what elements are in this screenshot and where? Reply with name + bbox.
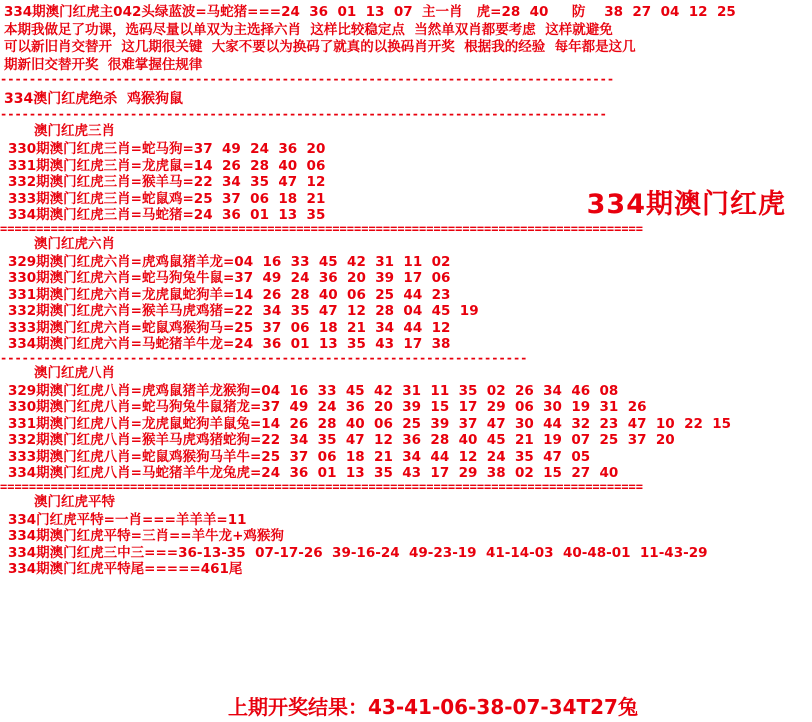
table-row: 332期澳门红虎三肖=猴羊马=22 34 35 47 12 <box>8 174 326 190</box>
watermark-title: 334期澳门红虎 <box>586 189 786 220</box>
section-sanxiao-head: 澳门红虎三肖 <box>34 123 115 139</box>
last-result <box>228 691 638 720</box>
table-row: 330期澳门红虎三肖=蛇马狗=37 49 24 36 20 <box>8 141 326 157</box>
section-liuxiao <box>0 235 812 353</box>
intro-line-2: 本期我做足了功课，选码尽量以单双为主选择六肖 这样比较稳定点 当然单双肖都要考虑 这样就避免 <box>4 21 613 38</box>
table-row: 333期澳门红虎六肖=蛇鼠鸡猴狗马=25 37 06 18 21 34 44 12 <box>8 319 451 336</box>
intro-line-3: 可以新旧肖交替开 这几期很关键 大家不要以为换码了就真的以换码肖开奖 根据我的经验 每年都是这几 <box>4 39 636 55</box>
section-pingte <box>0 493 812 578</box>
divider-5: ========================================================================================= <box>0 481 643 493</box>
table-row: 333期澳门红虎三肖=蛇鼠鸡=25 37 06 18 21 <box>8 190 326 207</box>
table-row: 334期澳门红虎三肖=马蛇猪=24 36 01 13 35 <box>8 207 326 223</box>
section-liuxiao-head: 澳门红虎六肖 <box>34 235 115 252</box>
table-row: 331期澳门红虎六肖=龙虎鼠蛇狗羊=14 26 28 40 06 25 44 23 <box>8 286 451 303</box>
table-row: 331期澳门红虎三肖=龙虎鼠=14 26 28 40 06 <box>8 157 326 174</box>
table-row: 334期澳门红虎平特尾=====461尾 <box>8 561 243 577</box>
section-pingte-head: 澳门红虎平特 <box>34 493 115 510</box>
table-row: 334期澳门红虎八肖=马蛇猪羊牛龙兔虎=24 36 01 13 35 43 17 29 38 02 15 27 40 <box>8 465 619 481</box>
section-baxiao-rows <box>4 383 812 482</box>
intro-line-4: 期新旧交替开奖 很难掌握住规律 <box>4 56 203 73</box>
table-row: 330期澳门红虎八肖=蛇马狗兔牛鼠猪龙=37 49 24 36 20 39 15 17 29 06 30 19 31 26 <box>8 399 647 415</box>
table-row: 329期澳门红虎六肖=虎鸡鼠猪羊龙=04 16 33 45 42 31 11 02 <box>8 253 451 270</box>
table-row: 334期澳门红虎三中三===36-13-35 07-17-26 39-16-24 49-23-19 41-14-03 40-48-01 11-43-29 <box>8 544 708 561</box>
table-row: 331期澳门红虎八肖=龙虎鼠蛇狗羊鼠兔=14 26 28 40 06 25 39 37 47 30 44 32 23 47 10 22 15 <box>8 415 732 432</box>
last-result-label: 上期开奖结果： <box>228 695 368 719</box>
table-row: 334门红虎平特=一肖===羊羊羊=11 <box>8 511 247 528</box>
divider-4: ------------------------------------------------------------------------- <box>0 352 528 364</box>
table-row: 332期澳门红虎八肖=猴羊马虎鸡猪蛇狗=22 34 35 47 12 36 28 40 45 21 19 07 25 37 20 <box>8 432 675 448</box>
table-row: 333期澳门红虎八肖=蛇鼠鸡猴狗马羊牛=25 37 06 18 21 34 44 12 24 35 47 05 <box>8 448 591 465</box>
section-liuxiao-rows <box>4 254 812 353</box>
table-row: 334期澳门红虎六肖=马蛇猪羊牛龙=24 36 01 13 35 43 17 38 <box>8 336 451 352</box>
table-row: 329期澳门红虎八肖=虎鸡鼠猪羊龙猴狗=04 16 33 45 42 31 11 35 02 26 34 46 08 <box>8 382 619 399</box>
section-baxiao <box>0 364 812 482</box>
table-row: 332期澳门红虎六肖=猴羊马虎鸡猪=22 34 35 47 12 28 04 45 19 <box>8 303 479 319</box>
kill-section-title: 334澳门红虎绝杀 鸡猴狗鼠 <box>4 91 183 107</box>
intro-line-1: 334期澳门红虎主042头绿蓝波=马蛇猪===24 36 01 13 07 主一肖 虎=28 40 防 38 27 04 12 25 <box>4 4 736 20</box>
section-pingte-rows <box>4 512 812 578</box>
section-baxiao-head: 澳门红虎八肖 <box>34 364 115 381</box>
divider-1: ------------------------------------------------------------------------------------- <box>0 74 615 85</box>
divider-2: ------------------------------------------------------------------------------------ <box>0 109 607 120</box>
table-row: 334期澳门红虎平特=三肖==羊牛龙+鸡猴狗 <box>8 528 284 544</box>
intro-block <box>0 0 812 74</box>
divider-3: ========================================================================================= <box>0 223 643 235</box>
last-result-numbers: 43-41-06-38-07-34T27兔 <box>368 695 638 719</box>
table-row: 330期澳门红虎六肖=蛇马狗兔牛鼠=37 49 24 36 20 39 17 06 <box>8 270 451 286</box>
